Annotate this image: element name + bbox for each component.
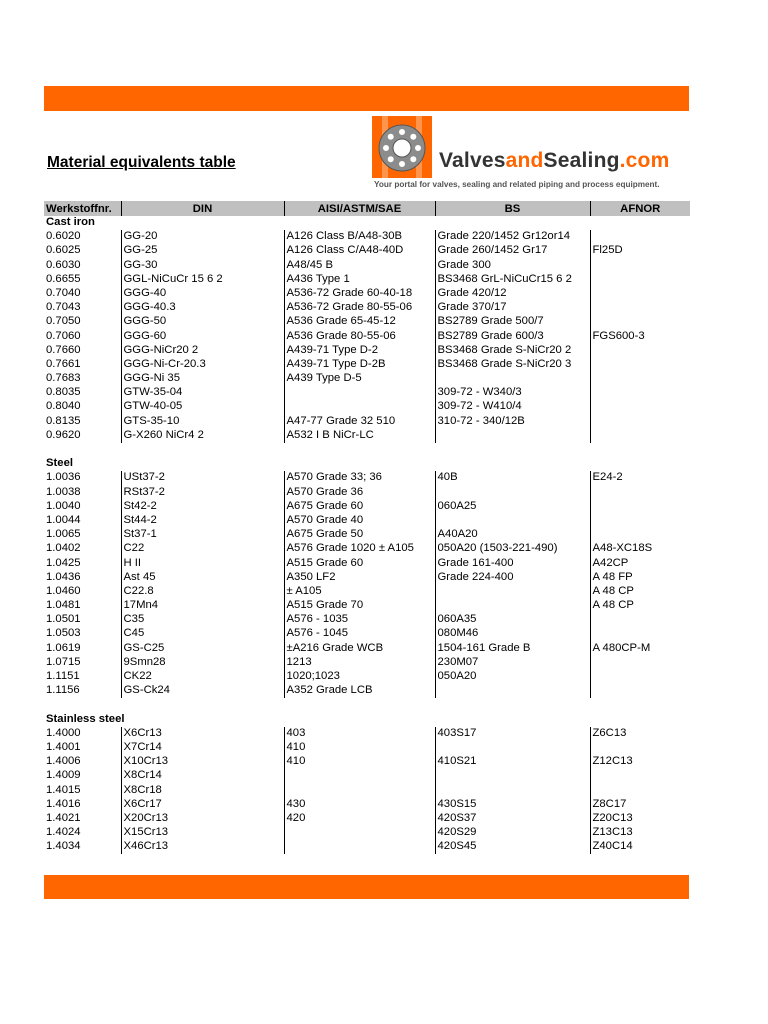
table-cell	[590, 259, 690, 273]
table-cell	[590, 358, 690, 372]
table-cell: A352 Grade LCB	[284, 684, 435, 698]
table-cell: 1.4024	[46, 826, 81, 839]
table-cell: Ast 45	[121, 571, 284, 585]
table-cell	[435, 784, 590, 798]
table-cell: 0.8135	[46, 414, 81, 427]
table-row	[44, 500, 690, 514]
table-row	[44, 542, 690, 556]
table-cell: 0.7043	[46, 301, 81, 314]
table-cell: H II	[121, 557, 284, 571]
table-cell: A675 Grade 60	[284, 500, 435, 514]
table-cell: E24-2	[590, 471, 690, 485]
table-cell: St44-2	[121, 514, 284, 528]
table-row	[44, 798, 690, 812]
table-row	[44, 400, 690, 414]
table-cell: 1.0038	[46, 485, 81, 498]
table-cell	[590, 230, 690, 244]
table-cell: 1020;1023	[284, 670, 435, 684]
table-cell: GGL-NiCuCr 15 6 2	[121, 273, 284, 287]
table-cell: GGG-60	[121, 330, 284, 344]
table-cell: C22	[121, 542, 284, 556]
table-cell: ±A216 Grade WCB	[284, 642, 435, 656]
table-cell: 1.4016	[46, 797, 81, 810]
table-cell: USt37-2	[121, 471, 284, 485]
table-cell: A48/45 B	[284, 259, 435, 273]
table-cell: C45	[121, 627, 284, 641]
table-row	[44, 315, 690, 329]
table-cell	[284, 400, 435, 414]
section-heading: Steel	[46, 457, 74, 470]
table-cell	[284, 386, 435, 400]
table-cell: A576 - 1035	[284, 613, 435, 627]
table-cell: 0.6020	[46, 230, 81, 243]
table-cell: 1.4015	[46, 783, 81, 796]
table-row	[44, 386, 690, 400]
table-cell: CK22	[121, 670, 284, 684]
table-cell: A 48 FP	[590, 571, 690, 585]
table-row	[44, 230, 690, 244]
table-cell	[435, 372, 590, 386]
table-cell: A439 Type D-5	[284, 372, 435, 386]
table-cell: 0.7661	[46, 357, 81, 370]
table-row	[44, 571, 690, 585]
header-bs: BS	[435, 201, 590, 216]
table-cell: A47-77 Grade 32 510	[284, 415, 435, 429]
table-cell: GG-25	[121, 244, 284, 258]
table-cell: 1.0715	[46, 655, 81, 668]
table-cell: 1.4034	[46, 840, 81, 853]
table-cell: A40A20	[435, 528, 590, 542]
table-cell: G-X260 NiCr4 2	[121, 429, 284, 443]
table-cell: 1.0619	[46, 641, 81, 654]
table-cell: 1213	[284, 656, 435, 670]
table-cell: 403	[284, 727, 435, 741]
table-cell: GGG-50	[121, 315, 284, 329]
valvesandsealing-logo[interactable]	[372, 116, 690, 194]
table-row	[44, 585, 690, 599]
table-cell	[590, 656, 690, 670]
table-cell: 1.0501	[46, 613, 81, 626]
table-cell: 0.6030	[46, 258, 81, 271]
table-cell	[590, 741, 690, 755]
table-cell: 1.4009	[46, 769, 81, 782]
table-cell: X6Cr13	[121, 727, 284, 741]
table-cell: A532 I B NiCr-LC	[284, 429, 435, 443]
table-body	[44, 216, 690, 854]
table-cell: 430	[284, 798, 435, 812]
logo-word-and: and	[505, 149, 544, 172]
spacer-cell	[44, 443, 690, 457]
table-cell: 430S15	[435, 798, 590, 812]
table-cell: C35	[121, 613, 284, 627]
table-cell: 403S17	[435, 727, 590, 741]
table-cell: RSt37-2	[121, 486, 284, 500]
table-cell: A536 Grade 65-45-12	[284, 315, 435, 329]
table-cell: 0.7040	[46, 286, 81, 299]
table-cell: Z6C13	[590, 727, 690, 741]
table-cell: BS2789 Grade 500/7	[435, 315, 590, 329]
page-title: Material equivalents table	[47, 154, 236, 171]
table-row	[44, 301, 690, 315]
table-row	[44, 372, 690, 386]
header-din: DIN	[121, 201, 284, 216]
table-cell	[435, 684, 590, 698]
table-cell: A675 Grade 50	[284, 528, 435, 542]
table-cell	[590, 429, 690, 443]
table-cell: BS3468 Grade S-NiCr20 3	[435, 358, 590, 372]
table-row	[44, 812, 690, 826]
spacer-cell	[44, 698, 690, 712]
table-cell: 420S45	[435, 840, 590, 854]
logo-tagline: Your portal for valves, sealing and related piping and process equipment.	[374, 180, 660, 189]
table-cell	[284, 784, 435, 798]
table-row	[44, 358, 690, 372]
table-cell: A439-71 Type D-2B	[284, 358, 435, 372]
table-cell	[590, 486, 690, 500]
table-cell	[435, 585, 590, 599]
table-cell: 1.1156	[46, 684, 80, 697]
table-row	[44, 415, 690, 429]
table-cell: 1.1151	[46, 670, 80, 682]
table-cell: A515 Grade 60	[284, 557, 435, 571]
table-cell: 0.7050	[46, 315, 81, 328]
table-cell	[590, 670, 690, 684]
table-cell: A515 Grade 70	[284, 599, 435, 613]
table-row	[44, 344, 690, 358]
table-cell: Grade 224-400	[435, 571, 590, 585]
table-cell	[590, 386, 690, 400]
table-cell: 9Smn28	[121, 656, 284, 670]
table-cell	[590, 514, 690, 528]
section-heading: Stainless steel	[46, 712, 125, 725]
table-row	[44, 514, 690, 528]
table-row	[44, 244, 690, 258]
logo-word-valves: Valves	[439, 149, 506, 172]
table-cell: 060A35	[435, 613, 590, 627]
table-cell: 410	[284, 741, 435, 755]
section-heading-row	[44, 216, 690, 230]
table-cell: BS3468 Grade S-NiCr20 2	[435, 344, 590, 358]
table-cell	[590, 627, 690, 641]
table-row	[44, 670, 690, 684]
table-cell: 420	[284, 812, 435, 826]
flange-logo-icon	[372, 116, 432, 178]
table-cell: A536-72 Grade 80-55-06	[284, 301, 435, 315]
table-cell: Grade 161-400	[435, 557, 590, 571]
top-orange-bar	[44, 86, 689, 111]
bottom-orange-bar	[44, 875, 689, 899]
table-cell: A570 Grade 33; 36	[284, 471, 435, 485]
table-cell: GGG-Ni-Cr-20.3	[121, 358, 284, 372]
table-cell	[590, 769, 690, 783]
table-cell: Grade 220/1452 Gr12or14	[435, 230, 590, 244]
table-row	[44, 684, 690, 698]
table-cell: 0.8040	[46, 400, 81, 413]
table-cell	[590, 301, 690, 315]
logo-wordmark	[439, 150, 669, 171]
table-row	[44, 557, 690, 571]
table-cell: A48-XC18S	[590, 542, 690, 556]
table-row	[44, 273, 690, 287]
table-row	[44, 627, 690, 641]
table-cell	[284, 826, 435, 840]
header-afnor: AFNOR	[590, 201, 690, 216]
section-heading-row	[44, 457, 690, 471]
table-cell	[284, 769, 435, 783]
table-row	[44, 727, 690, 741]
table-cell: 1.0065	[46, 528, 81, 541]
table-cell: A 480CP-M	[590, 642, 690, 656]
table-cell: 1.0402	[46, 542, 81, 555]
table-row	[44, 486, 690, 500]
table-cell: 050A20	[435, 670, 590, 684]
table-cell: 0.8035	[46, 386, 81, 399]
table-cell: Grade 260/1452 Gr17	[435, 244, 590, 258]
table-row	[44, 642, 690, 656]
table-cell: 410S21	[435, 755, 590, 769]
table-cell: St37-1	[121, 528, 284, 542]
table-row	[44, 741, 690, 755]
table-row	[44, 287, 690, 301]
table-cell	[590, 613, 690, 627]
table-cell: A576 - 1045	[284, 627, 435, 641]
table-cell	[590, 528, 690, 542]
table-cell: GGG-NiCr20 2	[121, 344, 284, 358]
table-cell: A576 Grade 1020 ± A105	[284, 542, 435, 556]
table-row	[44, 528, 690, 542]
table-cell: GG-20	[121, 230, 284, 244]
table-cell: 1.0040	[46, 499, 81, 512]
table-cell: X46Cr13	[121, 840, 284, 854]
section-heading: Cast iron	[46, 216, 95, 228]
table-header-row	[44, 201, 690, 216]
table-cell: A436 Type 1	[284, 273, 435, 287]
table-cell: 1.0044	[46, 513, 81, 526]
table-cell: 1.0481	[46, 599, 81, 612]
table-cell: X15Cr13	[121, 826, 284, 840]
table-row	[44, 599, 690, 613]
table-cell: 420S29	[435, 826, 590, 840]
table-cell: 310-72 - 340/12B	[435, 415, 590, 429]
table-cell: 1.4001	[46, 740, 81, 753]
table-cell: 309-72 - W340/3	[435, 386, 590, 400]
table-cell	[435, 429, 590, 443]
table-cell: 410	[284, 755, 435, 769]
table-cell: BS3468 GrL-NiCuCr15 6 2	[435, 273, 590, 287]
spacer-row	[44, 698, 690, 712]
table-cell: 0.7660	[46, 343, 81, 356]
table-cell: Grade 370/17	[435, 301, 590, 315]
table-cell: GGG-Ni 35	[121, 372, 284, 386]
table-cell: X20Cr13	[121, 812, 284, 826]
table-cell: C22.8	[121, 585, 284, 599]
table-cell: 0.7060	[46, 329, 81, 342]
spacer-row	[44, 443, 690, 457]
table-cell	[435, 514, 590, 528]
table-cell: A536-72 Grade 60-40-18	[284, 287, 435, 301]
table-cell: A570 Grade 40	[284, 514, 435, 528]
table-cell	[590, 344, 690, 358]
table-cell: BS2789 Grade 600/3	[435, 330, 590, 344]
table-row	[44, 755, 690, 769]
table-row	[44, 259, 690, 273]
table-cell: 1.4021	[46, 811, 81, 824]
table-cell: A570 Grade 36	[284, 486, 435, 500]
logo-word-com: .com	[619, 149, 670, 172]
table-row	[44, 826, 690, 840]
table-cell	[590, 273, 690, 287]
table-cell: 1.4000	[46, 726, 81, 739]
table-cell: GG-30	[121, 259, 284, 273]
table-cell	[590, 684, 690, 698]
table-cell	[590, 372, 690, 386]
table-cell: St42-2	[121, 500, 284, 514]
table-cell: Z20C13	[590, 812, 690, 826]
table-cell	[590, 287, 690, 301]
table-cell: Z12C13	[590, 755, 690, 769]
table-cell: 1504-161 Grade B	[435, 642, 590, 656]
table-row	[44, 471, 690, 485]
table-cell: 1.0425	[46, 556, 81, 569]
table-cell: 17Mn4	[121, 599, 284, 613]
table-row	[44, 429, 690, 443]
table-cell: GTW-35-04	[121, 386, 284, 400]
table-cell: X10Cr13	[121, 755, 284, 769]
table-cell	[590, 784, 690, 798]
table-cell: A126 Class C/A48-40D	[284, 244, 435, 258]
table-cell: 050A20 (1503-221-490)	[435, 542, 590, 556]
table-cell: 1.0036	[46, 471, 81, 484]
table-cell: Grade 420/12	[435, 287, 590, 301]
table-cell: 060A25	[435, 500, 590, 514]
table-cell	[435, 486, 590, 500]
table-cell: X8Cr18	[121, 784, 284, 798]
table-row	[44, 330, 690, 344]
header-werkstoffnr: Werkstoffnr.	[44, 201, 121, 216]
table-cell: A 48 CP	[590, 599, 690, 613]
table-cell: Grade 300	[435, 259, 590, 273]
table-cell: 230M07	[435, 656, 590, 670]
table-cell: Z8C17	[590, 798, 690, 812]
table-cell	[284, 840, 435, 854]
table-cell: Z13C13	[590, 826, 690, 840]
table-row	[44, 613, 690, 627]
table-cell: GTS-35-10	[121, 415, 284, 429]
header-aisi-astm-sae: AISI/ASTM/SAE	[284, 201, 435, 216]
table-cell: 0.9620	[46, 428, 81, 441]
table-cell: ± A105	[284, 585, 435, 599]
table-cell: 080M46	[435, 627, 590, 641]
logo-word-sealing: Sealing	[543, 149, 620, 172]
table-cell: A126 Class B/A48-30B	[284, 230, 435, 244]
table-row	[44, 784, 690, 798]
table-cell: 0.6655	[46, 272, 81, 285]
table-row	[44, 769, 690, 783]
table-cell: 0.6025	[46, 244, 81, 257]
table-cell: GS-Ck24	[121, 684, 284, 698]
table-cell: GTW-40-05	[121, 400, 284, 414]
table-cell: GGG-40	[121, 287, 284, 301]
table-cell	[590, 500, 690, 514]
table-row	[44, 840, 690, 854]
table-cell: 1.0460	[46, 584, 81, 597]
table-cell: GGG-40.3	[121, 301, 284, 315]
table-cell: 420S37	[435, 812, 590, 826]
table-cell	[590, 400, 690, 414]
table-cell: Fl25D	[590, 244, 690, 258]
table-cell: FGS600-3	[590, 330, 690, 344]
table-cell	[590, 415, 690, 429]
material-equivalents-table	[44, 201, 690, 854]
table-cell: Z40C14	[590, 840, 690, 854]
table-cell: GS-C25	[121, 642, 284, 656]
table-cell: 40B	[435, 471, 590, 485]
table-cell: 0.7683	[46, 372, 81, 385]
table-cell: A350 LF2	[284, 571, 435, 585]
table-cell: A439-71 Type D-2	[284, 344, 435, 358]
table-cell: A42CP	[590, 557, 690, 571]
table-cell	[590, 315, 690, 329]
table-cell	[435, 741, 590, 755]
table-cell: A 48 CP	[590, 585, 690, 599]
table-cell: 1.4006	[46, 755, 81, 768]
table-cell	[435, 599, 590, 613]
table-row	[44, 656, 690, 670]
table-cell: X6Cr17	[121, 798, 284, 812]
table-cell	[435, 769, 590, 783]
table-cell: 1.0503	[46, 627, 81, 640]
table-cell: X8Cr14	[121, 769, 284, 783]
table-cell: 1.0436	[46, 570, 81, 583]
table-cell: A536 Grade 80-55-06	[284, 330, 435, 344]
section-heading-row	[44, 713, 690, 727]
table-cell: 309-72 - W410/4	[435, 400, 590, 414]
table-cell: X7Cr14	[121, 741, 284, 755]
